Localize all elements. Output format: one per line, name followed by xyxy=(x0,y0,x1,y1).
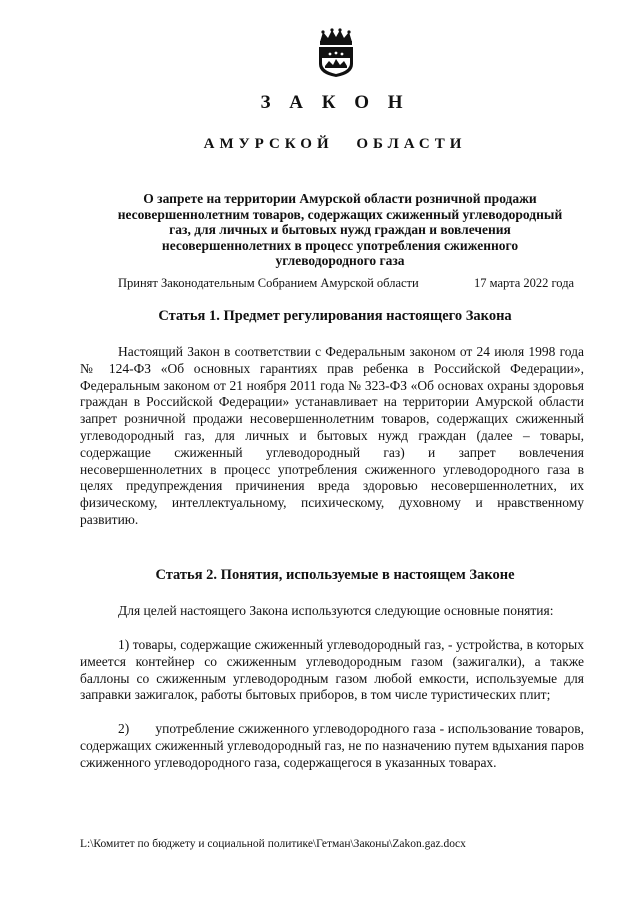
adoption-line xyxy=(118,276,588,291)
article-1-text: Настоящий Закон в соответствии с Федеральным законом от 24 июля 1998 года № 124-ФЗ «Об основных гарантиях прав ребенка в Российской Федерации», Федеральным законом от 21 ноября 2011 года № 323-ФЗ «Об основах охраны здоровья граждан в Российской Федерации» устанавливает на территории Амурской области запрет розничной продажи несовершеннолетним товаров, содержащих сжиженный углеводородный газ, для личных и бытовых нужд граждан (далее – товары, содержащие сжиженный углеводородный газ) и запрет вовлечения несовершеннолетних в процесс употребления сжиженного углеводородного газа в целях предупреждения причинения вреда здоровью несовершеннолетних, их физическому, интеллектуальному, психическому, духовному и нравственному развитию. xyxy=(80,344,584,527)
document-title: З А К О Н xyxy=(260,92,410,113)
adoption-text: Принят Законодательным Собранием Амурской области xyxy=(118,276,419,290)
file-path-footer: L:\Комитет по бюджету и социальной политике\Гетман\Законы\Zakon.gaz.docx xyxy=(80,838,466,850)
document-region: АМУРСКОЙ ОБЛАСТИ xyxy=(203,136,467,152)
article-2-item-2: 2) употребление сжиженного углеводородного газа - использование товаров, содержащих сжиженный углеводородный газ, не по назначению путем вдыхания паров сжиженного углеводородного газа, содержащегося в указанных товарах. xyxy=(80,721,588,770)
article-1-heading: Статья 1. Предмет регулирования настоящего Закона xyxy=(158,308,512,324)
article-2-item-1: 1) товары, содержащие сжиженный углеводородный газ, - устройства, в которых имеется контейнер со сжиженным углеводородным газом (зажигалки), а также баллоны со сжиженным углеводородным газом любой емкости, используемые для заправки зажигалок, работы бытовых приборов, в том числе туристических плит; xyxy=(80,637,584,703)
article-2-intro: Для целей настоящего Закона используются следующие основные понятия: xyxy=(118,603,554,618)
adoption-date: 17 марта 2022 года xyxy=(474,276,575,290)
law-subject: О запрете на территории Амурской области розничной продажи несовершеннолетним товаров, содержащих сжиженный углеводородный газ, для личных и бытовых нужд граждан и вовлечения несовершеннолетних в процесс употребления сжиженного углеводородного газа xyxy=(117,191,563,268)
article-2-heading: Статья 2. Понятия, используемые в настоящем Законе xyxy=(155,567,515,583)
coat-of-arms-icon xyxy=(313,28,359,78)
